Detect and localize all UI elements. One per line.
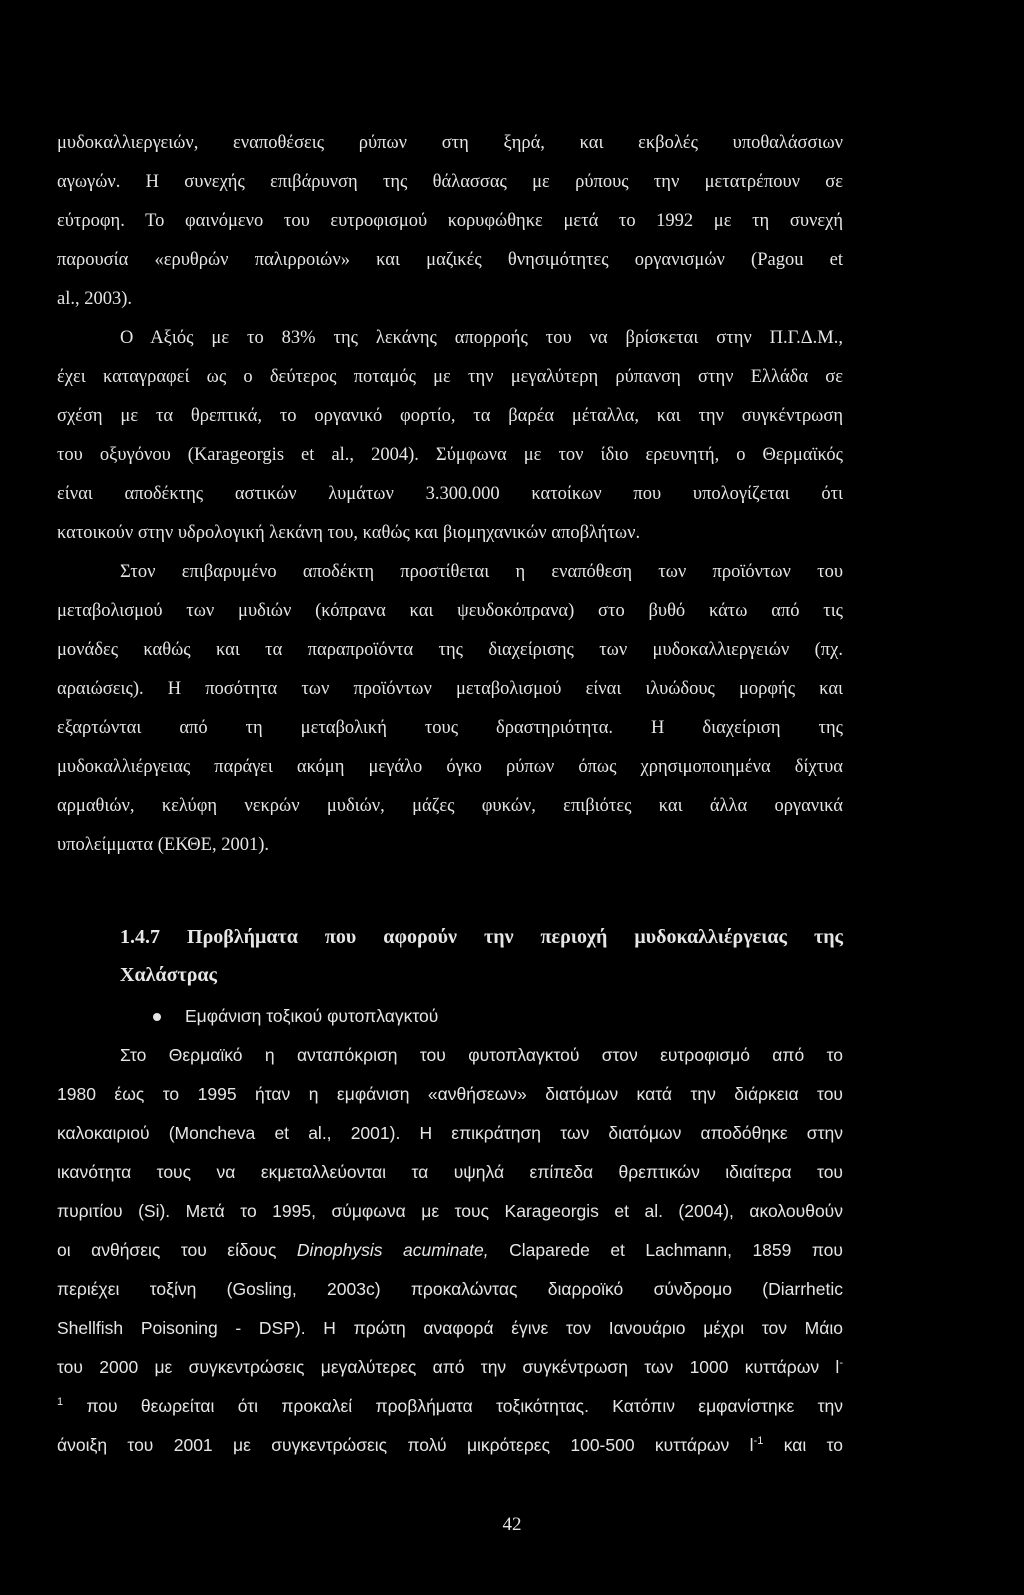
bullet-icon <box>153 1013 161 1021</box>
text-line: κατοικούν στην υδρολογική λεκάνη του, καθώς και βιομηχανικών αποβλήτων. <box>57 523 641 543</box>
text-fragment: που θεωρείται ότι προκαλεί προβλήματα τοξικότητας. Κατόπιν εμφανίστηκε την <box>86 1396 843 1416</box>
text-line: του οξυγόνου (Karageorgis et al., 2004). Σύμφωνα με τον ίδιο ερευνητή, ο Θερμαϊκός <box>57 445 843 465</box>
text-line <box>57 1355 843 1379</box>
text-fragment: και το <box>783 1435 843 1455</box>
text-fragment: οι ανθήσεις του είδους <box>57 1240 277 1260</box>
text-line <box>57 1394 843 1418</box>
text-fragment: άνοιξη του 2001 με συγκεντρώσεις πολύ μικρότερες 100-500 κυττάρων l <box>57 1435 754 1455</box>
section-heading: 1.4.7 Προβλήματα που αφορούν την περιοχή μυδοκαλλιέργειας της <box>120 926 843 948</box>
text-line: έχει καταγραφεί ως ο δεύτερος ποταμός με την μεγαλύτερη ρύπανση στην Ελλάδα σε <box>57 367 843 387</box>
text-line <box>57 1433 843 1457</box>
text-line: σχέση με τα θρεπτικά, το οργανικό φορτίο, τα βαρέα μέταλλα, και την συγκέντρωση <box>57 406 843 426</box>
text-line <box>57 1238 843 1262</box>
text-line: αρμαθιών, κελύφη νεκρών μυδιών, μάζες φυκών, επιβιότες και άλλα οργανικά <box>57 796 843 816</box>
text-line: Στον επιβαρυμένο αποδέκτη προστίθεται η εναπόθεση των προϊόντων του <box>120 562 843 582</box>
text-line: Ο Αξιός με το 83% της λεκάνης απορροής του να βρίσκεται στην Π.Γ.Δ.Μ., <box>120 328 843 348</box>
page-number: 42 <box>502 1514 522 1535</box>
text-line: μυδοκαλλιεργειών, εναποθέσεις ρύπων στη ξηρά, και εκβολές υποθαλάσσιων <box>57 133 843 153</box>
section-heading-continued: Χαλάστρας <box>120 964 217 986</box>
text-line: Στο Θερμαϊκό η ανταπόκριση του φυτοπλαγκτού στον ευτροφισμό από το <box>120 1045 843 1065</box>
text-line: καλοκαιριού (Moncheva et al., 2001). Η επικράτηση των διατόμων αποδόθηκε στην <box>57 1123 843 1143</box>
bullet-item: Εμφάνιση τοξικού φυτοπλαγκτού <box>185 1006 439 1026</box>
text-line: εξαρτώνται από τη μεταβολική τους δραστηριότητα. Η διαχείριση της <box>57 718 843 738</box>
text-line: πυριτίου (Si). Μετά το 1995, σύμφωνα με τους Karageorgis et al. (2004), ακολουθούν <box>57 1201 843 1221</box>
text-line: μυδοκαλλιέργειας παράγει ακόμη μεγάλο όγκο ρύπων όπως χρησιμοποιημένα δίχτυα <box>57 757 843 777</box>
superscript: 1 <box>57 1396 64 1409</box>
text-line: Shellfish Poisoning - DSP). Η πρώτη αναφορά έγινε τον Ιανουάριο μέχρι τον Μάιο <box>57 1318 843 1338</box>
text-line: υπολείμματα (ΕΚΘΕ, 2001). <box>57 835 269 855</box>
text-line: αραιώσεις). Η ποσότητα των προϊόντων μεταβολισμού είναι ιλυώδους μορφής και <box>57 679 843 699</box>
text-line: al., 2003). <box>57 289 133 309</box>
text-line: ικανότητα τους να εκμεταλλεύονται τα υψηλά επίπεδα θρεπτικών ιδιαίτερα του <box>57 1162 843 1182</box>
text-fragment: Claparede et Lachmann, 1859 που <box>509 1240 843 1260</box>
text-line: αγωγών. Η συνεχής επιβάρυνση της θάλασσας με ρύπους την μετατρέπουν σε <box>57 172 843 192</box>
text-line: μονάδες καθώς και τα παραπροϊόντα της διαχείρισης των μυδοκαλλιεργειών (πχ. <box>57 640 843 660</box>
species-name: Dinophysis acuminate, <box>296 1240 489 1260</box>
text-line: εύτροφη. Το φαινόμενο του ευτροφισμού κορυφώθηκε μετά το 1992 με τη συνεχή <box>57 211 843 231</box>
text-fragment: του 2000 με συγκεντρώσεις μεγαλύτερες από την συγκέντρωση των 1000 κυττάρων l <box>57 1357 840 1377</box>
superscript: -1 <box>753 1435 764 1448</box>
text-line: παρουσία «ερυθρών παλιρροιών» και μαζικές θνησιμότητες οργανισμών (Pagou et <box>57 250 843 270</box>
superscript: - <box>839 1357 843 1370</box>
text-line: 1980 έως το 1995 ήταν η εμφάνιση «ανθήσεων» διατόμων κατά την διάρκεια του <box>57 1084 843 1104</box>
text-line: είναι αποδέκτης αστικών λυμάτων 3.300.000 κατοίκων που υπολογίζεται ότι <box>57 484 843 504</box>
text-line: μεταβολισμού των μυδιών (κόπρανα και ψευδοκόπρανα) στο βυθό κάτω από τις <box>57 601 843 621</box>
text-line: περιέχει τοξίνη (Gosling, 2003c) προκαλώντας διαρροϊκό σύνδρομο (Diarrhetic <box>57 1279 843 1299</box>
